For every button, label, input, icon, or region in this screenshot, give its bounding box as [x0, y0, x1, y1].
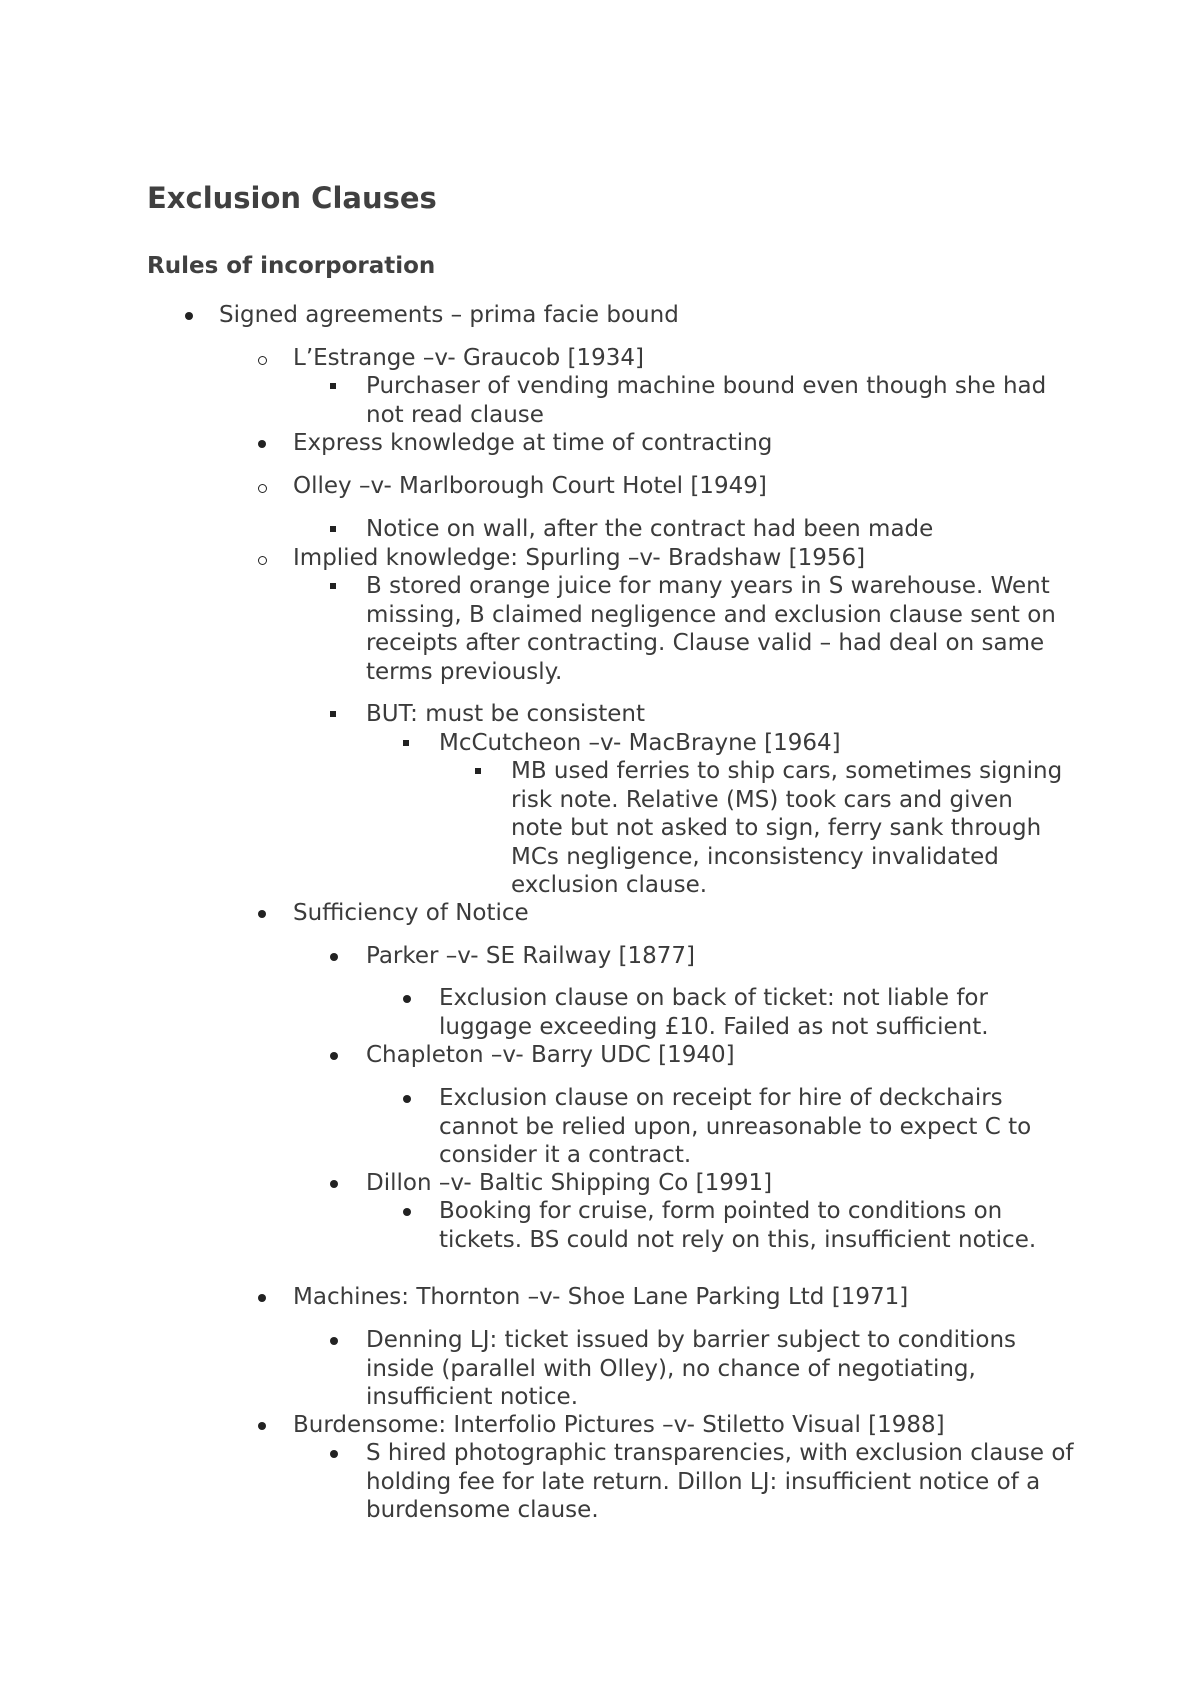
list-item-text: Burdensome: Interfolio Pictures –v- Stiletto Visual [1988] [293, 1412, 945, 1438]
list-item-text: Machines: Thornton –v- Shoe Lane Parking Ltd [1971] [293, 1284, 909, 1310]
bullet-circle-icon [258, 484, 267, 493]
list-item [366, 1439, 1086, 1525]
list-item-text: Exclusion clause on receipt for hire of deckchairs cannot be relied upon, unreasonable to expect C to consider it a contract. [439, 1085, 1032, 1168]
bullet-dot-icon [258, 910, 266, 918]
bullet-square-icon [330, 383, 336, 389]
list-item-text: S hired photographic transparencies, with exclusion clause of holding fee for late return. Dillon LJ: insufficient notice of a burdensome clause. [366, 1440, 1074, 1523]
list-item-text: Purchaser of vending machine bound even though she had not read clause [366, 373, 1047, 428]
bullet-dot-icon [258, 1422, 266, 1430]
list-item [439, 729, 1079, 758]
list-item [366, 515, 1056, 544]
list-item [366, 942, 1086, 971]
list-item [439, 1084, 1079, 1170]
list-item [366, 1326, 1086, 1412]
list-item [293, 472, 1113, 501]
list-item [366, 700, 1056, 729]
bullet-dot-icon [330, 1180, 338, 1188]
bullet-dot-icon [330, 1450, 338, 1458]
list-item [219, 301, 1119, 330]
bullet-dot-icon [403, 1208, 411, 1216]
list-item-text: MB used ferries to ship cars, sometimes signing risk note. Relative (MS) took cars and given note but not asked to sign, ferry sank through MCs negligence, inconsistency invalidated exclusion clause. [511, 758, 1063, 898]
list-item-text: McCutcheon –v- MacBrayne [1964] [439, 730, 841, 756]
list-item-text: Implied knowledge: Spurling –v- Bradshaw [1956] [293, 545, 866, 571]
list-item [293, 899, 1113, 928]
list-item-text: L’Estrange –v- Graucob [1934] [293, 345, 645, 371]
bullet-circle-icon [258, 356, 267, 365]
list-item [293, 344, 1113, 373]
bullet-square-icon [403, 740, 409, 746]
list-item-text: Dillon –v- Baltic Shipping Co [1991] [366, 1170, 773, 1196]
list-item [293, 544, 1113, 573]
list-item [293, 1283, 1113, 1312]
list-item-text: Notice on wall, after the contract had been made [366, 516, 934, 542]
list-item [293, 429, 1113, 458]
document-title: Exclusion Clauses [147, 181, 437, 215]
list-item [366, 1169, 1086, 1198]
bullet-circle-icon [258, 556, 267, 565]
bullet-square-icon [330, 526, 336, 532]
list-item-text: Chapleton –v- Barry UDC [1940] [366, 1042, 735, 1068]
bullet-dot-icon [403, 1095, 411, 1103]
bullet-dot-icon [258, 1294, 266, 1302]
list-item [439, 984, 1079, 1041]
list-item-text: Booking for cruise, form pointed to conditions on tickets. BS could not rely on this, insufficient notice. [439, 1198, 1037, 1253]
list-item-text: BUT: must be consistent [366, 701, 645, 727]
bullet-dot-icon [330, 1337, 338, 1345]
list-item [366, 372, 1056, 429]
bullet-dot-icon [403, 995, 411, 1003]
bullet-square-icon [475, 768, 481, 774]
list-item-text: Express knowledge at time of contracting [293, 430, 773, 456]
list-item [293, 1411, 1113, 1440]
section-heading: Rules of incorporation [147, 253, 436, 279]
list-item-text: Olley –v- Marlborough Court Hotel [1949] [293, 473, 767, 499]
list-item-text: Sufficiency of Notice [293, 900, 529, 926]
list-item [439, 1197, 1059, 1254]
list-item [366, 572, 1056, 686]
list-item-text: Exclusion clause on back of ticket: not liable for luggage exceeding £10. Failed as not sufficient. [439, 985, 989, 1040]
list-item-text: B stored orange juice for many years in S warehouse. Went missing, B claimed negligence and exclusion clause sent on receipts after contracting. Clause valid – had deal on same terms previously. [366, 573, 1056, 685]
bullet-square-icon [330, 583, 336, 589]
list-item-text: Signed agreements – prima facie bound [219, 302, 679, 328]
bullet-square-icon [330, 711, 336, 717]
list-item-text: Parker –v- SE Railway [1877] [366, 943, 696, 969]
bullet-dot-icon [258, 440, 266, 448]
bullet-dot-icon [330, 953, 338, 961]
list-item [511, 757, 1071, 900]
bullet-dot-icon [185, 312, 193, 320]
list-item-text: Denning LJ: ticket issued by barrier subject to conditions inside (parallel with Olley), no chance of negotiating, insufficient notice. [366, 1327, 1017, 1410]
bullet-dot-icon [330, 1052, 338, 1060]
list-item [366, 1041, 1086, 1070]
